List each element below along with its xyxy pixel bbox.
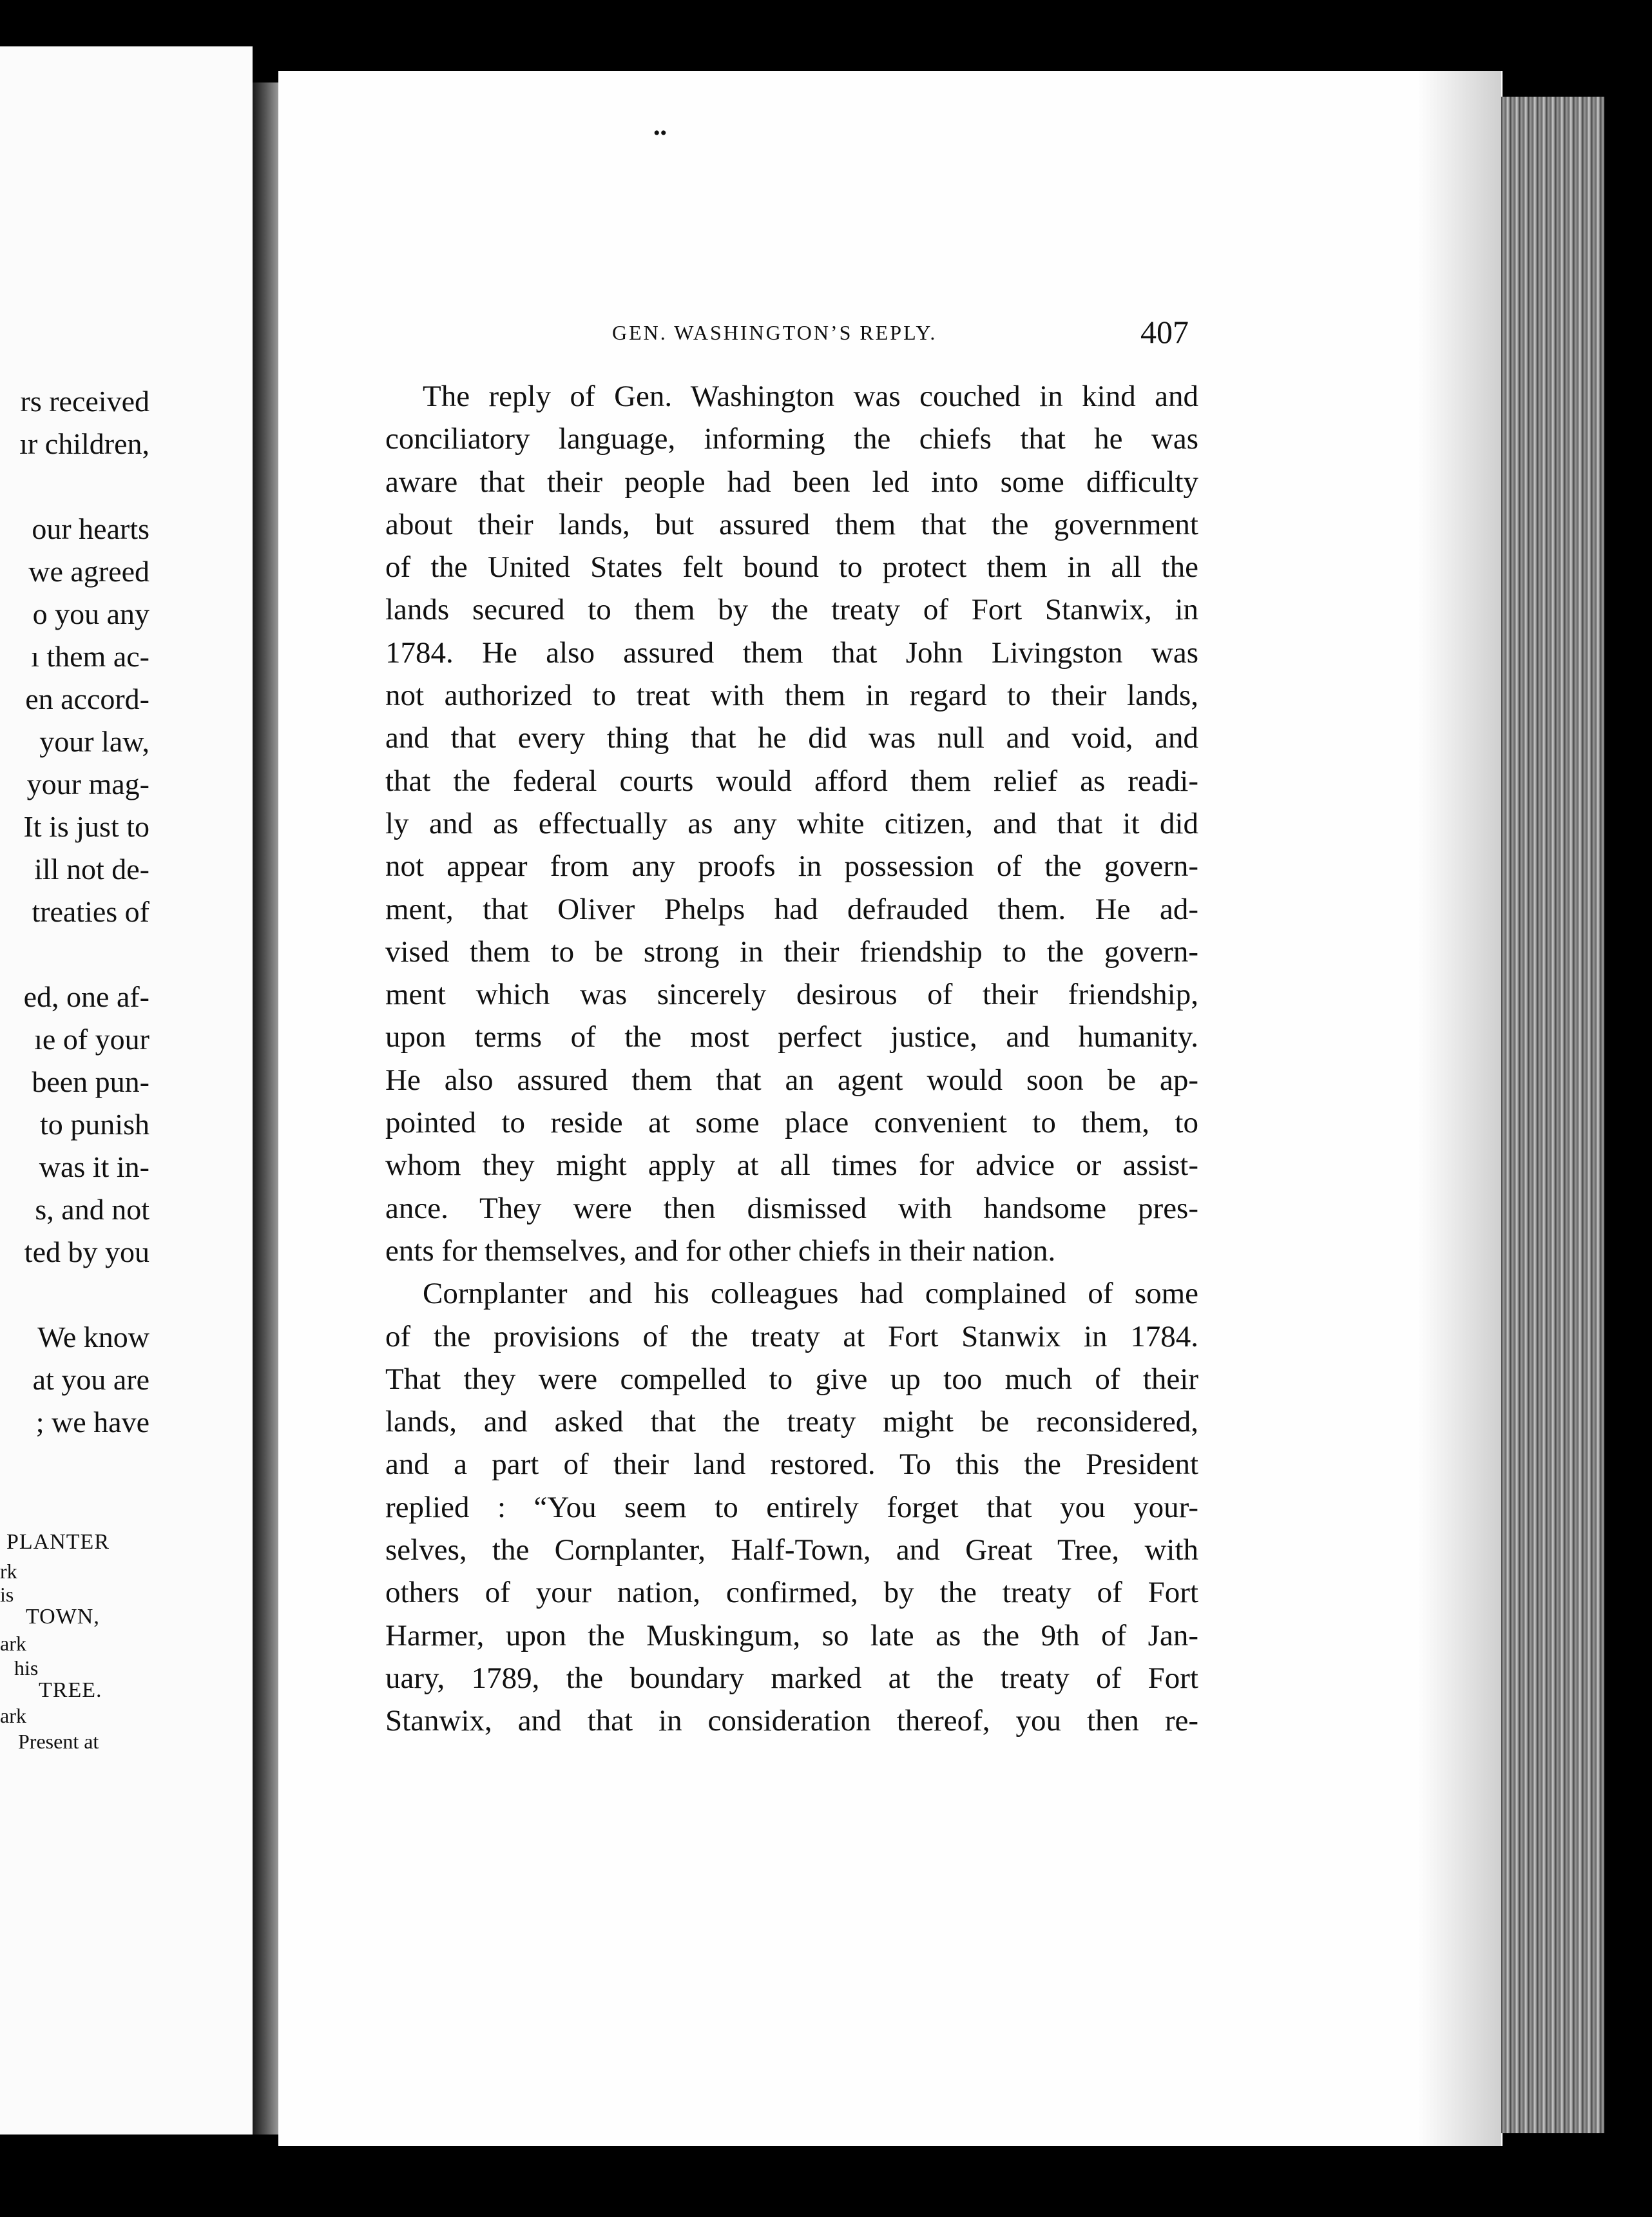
- text-line: Stanwix, and that in consideration thereof, you then re-: [385, 1704, 1198, 1738]
- left-line: been pun-: [32, 1065, 149, 1098]
- text-line: and that every thing that he did was null and void, and: [385, 721, 1198, 755]
- text-line: 1784. He also assured them that John Livingston was: [385, 635, 1198, 670]
- left-line: at you are: [32, 1363, 149, 1396]
- page-edges: [1501, 97, 1604, 2133]
- left-line: ted by you: [24, 1235, 149, 1268]
- text-line: not appear from any proofs in possession of the govern-: [385, 849, 1198, 884]
- text-line: Cornplanter and his colleagues had complained of some: [423, 1277, 1198, 1311]
- text-line: vised them to be strong in their friendship to the govern-: [385, 934, 1198, 969]
- left-line: rs received: [20, 385, 149, 418]
- text-line: upon terms of the most perfect justice, and humanity.: [385, 1020, 1198, 1054]
- signature-line: rk: [0, 1560, 17, 1583]
- left-line: we agreed: [28, 555, 149, 588]
- signature-line: TOWN,: [26, 1605, 100, 1629]
- signature-line: his: [14, 1656, 39, 1680]
- body-text: [385, 375, 1198, 1743]
- left-line: We know: [37, 1321, 149, 1353]
- text-line: ment, that Oliver Phelps had defrauded them. He ad-: [385, 892, 1198, 926]
- signature-line: PLANTER: [6, 1530, 110, 1554]
- signature-line: is: [0, 1583, 14, 1606]
- left-line: en accord-: [25, 683, 149, 715]
- text-line: not authorized to treat with them in regard to their lands,: [385, 679, 1198, 713]
- left-line: o you any: [32, 597, 149, 630]
- text-line: lands secured to them by the treaty of Fort Stanwix, in: [385, 593, 1198, 627]
- text-line: ment which was sincerely desirous of their friendship,: [385, 978, 1198, 1012]
- text-line: Harmer, upon the Muskingum, so late as the 9th of Jan-: [385, 1618, 1198, 1652]
- text-line: ents for themselves, and for other chiefs in their nation.: [385, 1234, 1056, 1268]
- text-line: ance. They were then dismissed with handsome pres-: [385, 1191, 1198, 1225]
- text-line: of the United States felt bound to protect them in all the: [385, 550, 1198, 585]
- left-line: your law,: [39, 725, 149, 758]
- left-line: treaties of: [32, 895, 149, 928]
- page-ornament: ••: [653, 122, 668, 144]
- left-page: [0, 46, 253, 2135]
- text-line: He also assured them that an agent would soon be ap-: [385, 1063, 1198, 1097]
- page-number: 407: [1140, 314, 1189, 350]
- text-line: uary, 1789, the boundary marked at the treaty of Fort: [385, 1661, 1198, 1695]
- left-line: ı them ac-: [31, 640, 149, 673]
- left-line: It is just to: [23, 810, 149, 843]
- signature-line: ark: [0, 1704, 26, 1727]
- book-gutter: [253, 82, 278, 2135]
- text-line: that the federal courts would afford them relief as readi-: [385, 764, 1198, 798]
- left-line: ed, one af-: [23, 980, 149, 1013]
- text-line: about their lands, but assured them that the government: [385, 507, 1198, 541]
- left-line: ; we have: [35, 1406, 149, 1438]
- text-line: others of your nation, confirmed, by the treaty of Fort: [385, 1576, 1198, 1610]
- text-line: aware that their people had been led into some difficulty: [385, 465, 1198, 499]
- left-line: s, and not: [35, 1193, 149, 1226]
- text-line: replied : “You seem to entirely forget that you your-: [385, 1490, 1198, 1524]
- left-line: to punish: [40, 1108, 149, 1141]
- text-line: selves, the Cornplanter, Half-Town, and Great Tree, with: [385, 1533, 1198, 1567]
- left-line: ill not de-: [34, 853, 149, 886]
- text-line: and a part of their land restored. To this the President: [385, 1447, 1198, 1482]
- text-line: lands, and asked that the treaty might be reconsidered,: [385, 1405, 1198, 1439]
- left-line: ır children,: [19, 427, 149, 460]
- text-line: pointed to reside at some place convenient to them, to: [385, 1106, 1198, 1140]
- running-header: GEN. WASHINGTON’S REPLY.: [612, 321, 937, 344]
- left-line: your mag-: [26, 768, 149, 800]
- text-line: whom they might apply at all times for advice or assist-: [385, 1148, 1198, 1183]
- text-line: The reply of Gen. Washington was couched in kind and: [423, 380, 1198, 413]
- text-line: conciliatory language, informing the chiefs that he was: [385, 422, 1198, 456]
- text-line: of the provisions of the treaty at Fort Stanwix in 1784.: [385, 1319, 1198, 1353]
- page-shadow: [1417, 71, 1501, 2146]
- text-line: That they were compelled to give up too much of their: [385, 1362, 1198, 1396]
- signature-line: ark: [0, 1632, 26, 1655]
- left-line: was it in-: [39, 1150, 149, 1183]
- left-line: our hearts: [32, 512, 149, 545]
- left-line: ıe of your: [34, 1023, 149, 1056]
- signature-line: TREE.: [39, 1678, 102, 1702]
- text-line: ly and as effectually as any white citizen, and that it did: [385, 806, 1198, 840]
- signature-line: Present at: [18, 1730, 99, 1753]
